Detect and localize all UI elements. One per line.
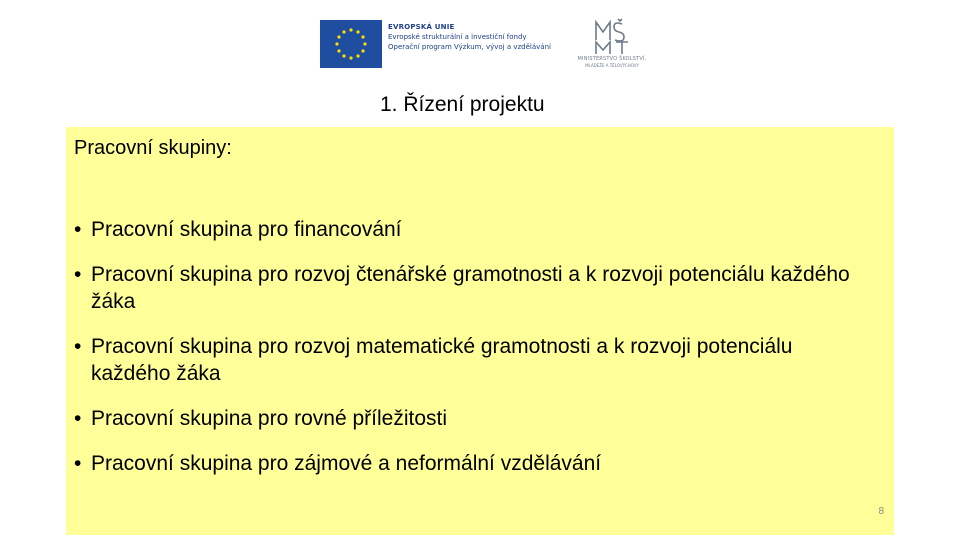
bullet-icon: • (74, 218, 82, 241)
working-groups-list (74, 216, 874, 495)
msmt-logo-text (566, 56, 658, 69)
list-item (74, 261, 874, 315)
eu-logo-line2: Evropské strukturální a investiční fondy (388, 33, 527, 41)
logo-bar (318, 18, 658, 74)
eu-flag-logo (320, 20, 382, 68)
bullet-icon: • (74, 407, 82, 430)
msmt-mark-icon (566, 18, 658, 56)
eu-logo-line1: EVROPSKÁ UNIE (388, 23, 455, 31)
slide-number: 8 (878, 506, 884, 517)
list-item-text: Pracovní skupina pro zájmové a neformální vzdělávání (91, 452, 602, 475)
msmt-logo (566, 18, 658, 74)
bullet-icon: • (74, 452, 82, 475)
list-item-text: Pracovní skupina pro rozvoj matematické gramotnosti a k rozvoji potenciálu každého žáka (91, 335, 793, 385)
eu-stars-icon (320, 20, 382, 68)
eu-logo-line3: Operační program Výzkum, vývoj a vzdělávání (388, 43, 551, 51)
list-item (74, 216, 874, 243)
slide-title: 1. Řízení projektu (380, 93, 545, 116)
msmt-logo-line2: MLÁDEŽE A TĚLOVÝCHOVY (585, 63, 639, 68)
panel-heading: Pracovní skupiny: (74, 137, 232, 159)
eu-logo-text (388, 22, 563, 52)
list-item (74, 450, 874, 477)
msmt-logo-line1: MINISTERSTVO ŠKOLSTVÍ, (577, 56, 647, 62)
list-item (74, 333, 874, 387)
list-item-text: Pracovní skupina pro financování (91, 218, 402, 241)
bullet-icon: • (74, 335, 82, 358)
content-panel (66, 127, 894, 535)
list-item (74, 405, 874, 432)
list-item-text: Pracovní skupina pro rovné příležitosti (91, 407, 448, 430)
list-item-text: Pracovní skupina pro rozvoj čtenářské gramotnosti a k rozvoji potenciálu každého žáka (91, 263, 850, 313)
bullet-icon: • (74, 263, 82, 286)
